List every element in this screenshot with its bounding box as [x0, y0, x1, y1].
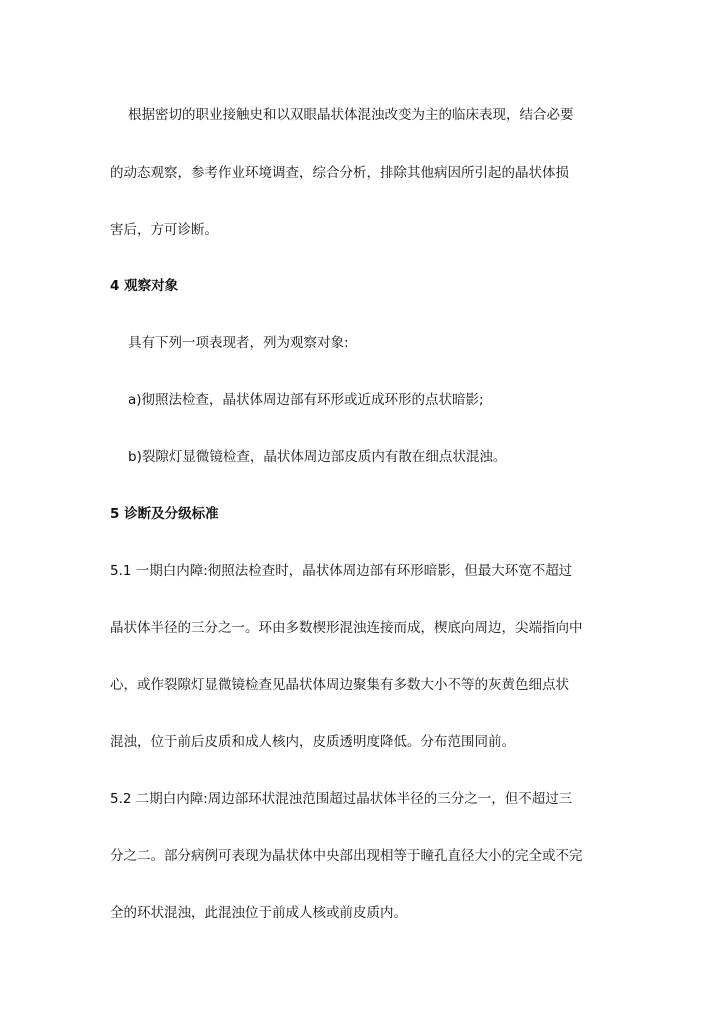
- section-4-intro: 具有下列一项表现者，列为观察对象:: [128, 335, 349, 351]
- paragraph-1-line-1: 根据密切的职业接触史和以双眼晶状体混浊改变为主的临床表现，结合必要: [128, 107, 574, 123]
- section-4-item-a: a)彻照法检查，晶状体周边部有环形或近成环形的点状暗影;: [128, 392, 484, 408]
- section-5-2-line-2: 分之二。部分病例可表现为晶状体中央部出现相等于瞳孔直径大小的完全或不完: [110, 848, 583, 864]
- section-5-1-line-2: 晶状体半径的三分之一。环由多数楔形混浊连接而成，楔底向周边，尖端指向中: [110, 620, 583, 636]
- section-5-2-line-3: 全的环状混浊，此混浊位于前成人核或前皮质内。: [110, 905, 407, 921]
- section-5-heading: 5 诊断及分级标准: [110, 506, 219, 522]
- section-4-heading: 4 观察对象: [110, 278, 179, 294]
- section-4-item-b: b)裂隙灯显微镜检查，晶状体周边部皮质内有散在细点状混浊。: [128, 449, 507, 465]
- section-5-1-line-4: 混浊，位于前后皮质和成人核内，皮质透明度降低。分布范围同前。: [110, 734, 515, 750]
- section-5-1-line-1: 5.1 一期白内障:彻照法检查时，晶状体周边部有环形暗影，但最大环宽不超过: [110, 563, 573, 579]
- section-5-2-line-1: 5.2 二期白内障:周边部环状混浊范围超过晶状体半径的三分之一，但不超过三: [110, 791, 573, 807]
- paragraph-1-line-3: 害后，方可诊断。: [110, 222, 218, 238]
- section-5-1-line-3: 心，或作裂隙灯显微镜检查见晶状体周边聚集有多数大小不等的灰黄色细点状: [110, 677, 569, 693]
- paragraph-1-line-2: 的动态观察，参考作业环境调查，综合分析，排除其他病因所引起的晶状体损: [110, 165, 569, 181]
